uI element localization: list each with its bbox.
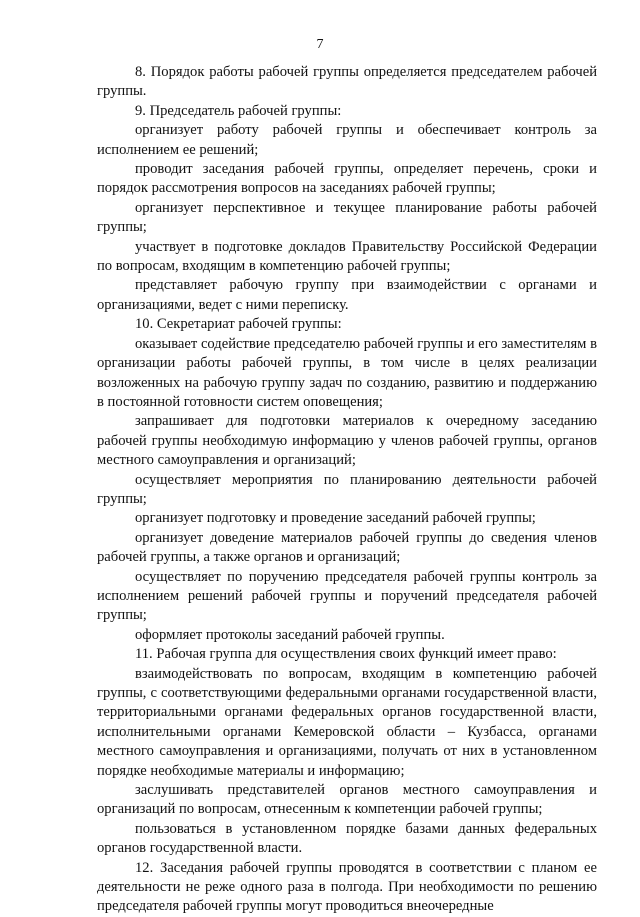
list-item: организует подготовку и проведение заседаний рабочей группы; [135, 510, 536, 527]
list-item: организует доведение материалов рабочей группы до сведения членов рабочей группы, а также органов и организаций; [97, 529, 597, 566]
paragraph-8: 8. Порядок работы рабочей группы определяется председателем рабочей группы. [97, 64, 597, 100]
list-item: пользоваться в установленном порядке базами данных федеральных органов государственной власти. [97, 820, 597, 857]
list-item: оказывает содействие председателю рабочей группы и его заместителям в организации работы рабочей группы, в том числе в целях реализации возложенных на рабочую группу задач по созданию, развитию и поддержанию в постоянной готовности систем оповещения; [97, 335, 597, 410]
list-item: организует перспективное и текущее планирование работы рабочей группы; [97, 199, 597, 236]
page-number: 7 [316, 37, 324, 52]
list-item: организует работу рабочей группы и обеспечивает контроль за исполнением ее решений; [97, 122, 597, 158]
paragraph-11: 11. Рабочая группа для осуществления своих функций имеет право: [135, 646, 557, 663]
list-item: представляет рабочую группу при взаимодействии с органами и организациями, ведет с ними переписку. [97, 277, 597, 313]
list-item: участвует в подготовке докладов Правительству Российской Федерации по вопросам, входящим в компетенцию рабочей группы; [97, 238, 597, 275]
list-item: запрашивает для подготовки материалов к очередному заседанию рабочей группы необходимую информацию у членов рабочей группы, органов местного самоуправления и организаций; [97, 413, 597, 469]
list-item: заслушивать представителей органов местного самоуправления и организаций по вопросам, отнесенным к компетенции рабочей группы; [97, 782, 597, 818]
list-item: осуществляет мероприятия по планированию деятельности рабочей группы; [97, 471, 597, 507]
list-item: взаимодействовать по вопросам, входящим в компетенцию рабочей группы, с соответствующими федеральными органами государственной власти, территориальными органами федеральных органов государственной власти, исполнительными органами Кемеровской области – Кузбасса, органами местного самоуправления и организациями, получать от них в установленном порядке необходимые материалы и информацию; [97, 665, 597, 779]
document-body [97, 63, 597, 917]
paragraph-9: 9. Председатель рабочей группы: [135, 102, 342, 119]
list-item: осуществляет по поручению председателя рабочей группы контроль за исполнением решений рабочей группы и поручений председателя рабочей группы; [97, 568, 597, 624]
paragraph-10: 10. Секретариат рабочей группы: [135, 316, 342, 333]
paragraph-12: 12. Заседания рабочей группы проводятся в соответствии с планом ее деятельности не реже одного раза в полгода. При необходимости по решению председателя рабочей группы могут проводиться внеочередные [97, 859, 597, 915]
list-item: проводит заседания рабочей группы, определяет перечень, сроки и порядок рассмотрения вопросов на заседаниях рабочей группы; [97, 161, 597, 197]
list-item: оформляет протоколы заседаний рабочей группы. [135, 626, 445, 643]
